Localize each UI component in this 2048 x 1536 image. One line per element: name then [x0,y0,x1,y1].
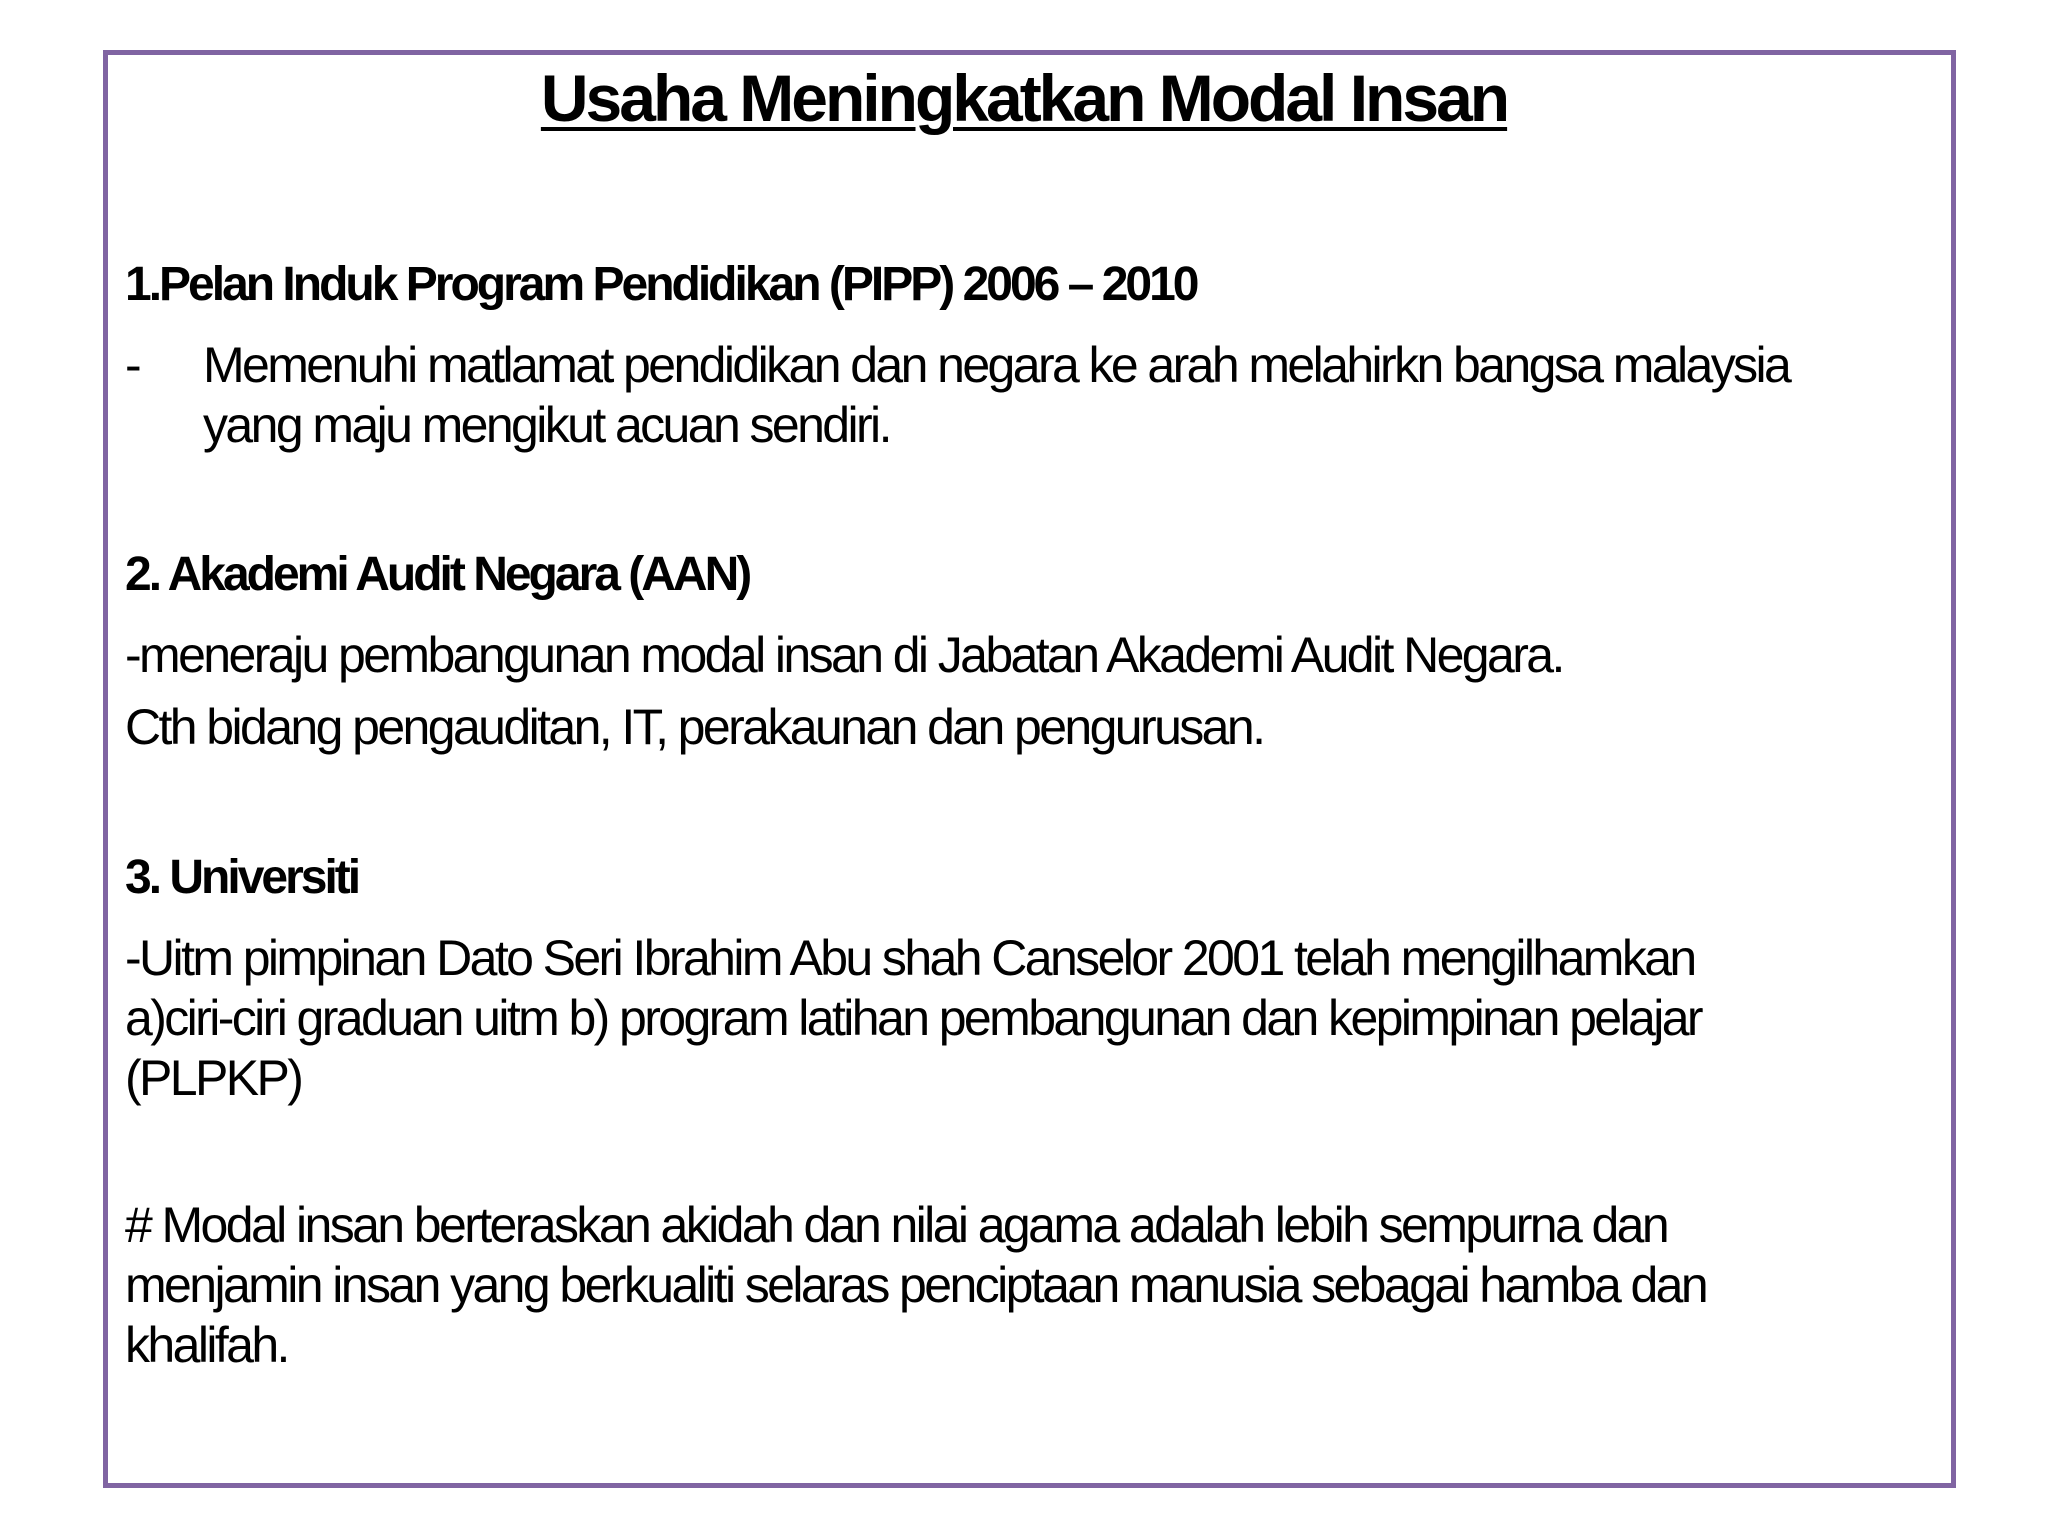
note-line-3: khalifah. [125,1317,288,1373]
bullet-dash: - [125,337,142,393]
slide-title: Usaha Meningkatkan Modal Insan [540,61,1508,135]
section-1-line-2: yang maju mengikut acuan sendiri. [203,397,890,453]
section-3-line-2: a)ciri-ciri graduan uitm b) program latihan pembangunan dan kepimpinan pelajar [125,990,1701,1046]
section-1-line-1: Memenuhi matlamat pendidikan dan negara ke arah melahirkn bangsa malaysia [203,337,1790,393]
note-line-2: menjamin insan yang berkualiti selaras penciptaan manusia sebagai hamba dan [125,1257,1707,1313]
section-2-heading: 2. Akademi Audit Negara (AAN) [125,548,750,601]
section-2-line-1: -meneraju pembangunan modal insan di Jabatan Akademi Audit Negara. [125,627,1563,683]
section-3-line-1: -Uitm pimpinan Dato Seri Ibrahim Abu shah Canselor 2001 telah mengilhamkan [125,930,1695,986]
section-2-line-2: Cth bidang pengauditan, IT, perakaunan dan pengurusan. [125,699,1264,755]
note-line-1: # Modal insan berteraskan akidah dan nilai agama adalah lebih sempurna dan [125,1197,1668,1253]
section-3-heading: 3. Universiti [125,851,359,904]
section-1-heading: 1.Pelan Induk Program Pendidikan (PIPP) 2006 – 2010 [125,258,1197,311]
section-3-line-3: (PLPKP) [125,1050,302,1106]
